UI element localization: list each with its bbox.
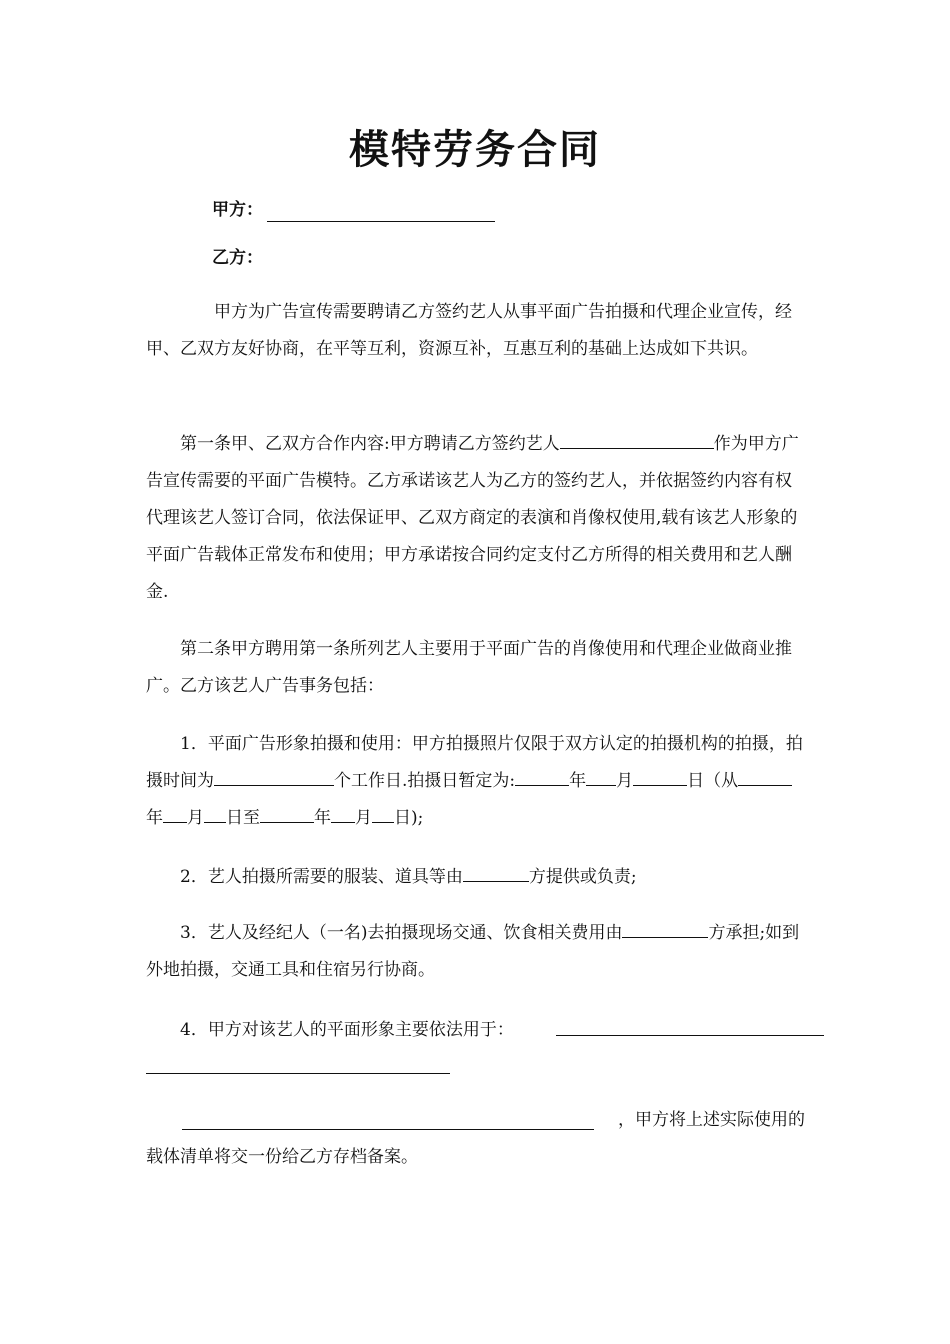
article-1-pre: 第一条甲、乙双方合作内容:甲方聘请乙方签约艺人 — [180, 434, 560, 454]
party-a-row — [212, 198, 495, 222]
from-day-blank — [204, 802, 226, 823]
item-1 — [146, 726, 806, 837]
day-from-label: 日（从 — [687, 771, 739, 791]
item-1-b: 个工作日.拍摄日暂定为: — [334, 771, 516, 791]
item-4-a: 4．甲方对该艺人的平面形象主要依法用于： — [180, 1020, 514, 1040]
shoot-year-blank — [515, 765, 569, 786]
article-2 — [146, 631, 806, 705]
shoot-day-blank — [633, 765, 687, 786]
to-month-label: 月 — [355, 808, 372, 828]
item-2-b: 方提供或负责; — [528, 867, 637, 887]
party-a-label: 甲方： — [212, 200, 263, 220]
from-month-label: 月 — [187, 808, 204, 828]
year-label: 年 — [569, 771, 587, 791]
item-4 — [146, 1012, 846, 1049]
final-text: ，甲方将上述实际使用的载体清单将交一份给乙方存档备案。 — [146, 1110, 805, 1167]
from-year-blank — [738, 765, 792, 786]
shoot-month-blank — [586, 765, 616, 786]
contract-title: 模特劳务合同 — [349, 127, 601, 173]
from-month-blank — [163, 802, 187, 823]
usage-blank-2 — [146, 1073, 450, 1074]
party-b-row — [212, 246, 263, 270]
party-b-label: 乙方： — [212, 248, 263, 268]
item-2-a: 2．艺人拍摄所需要的服装、道具等由 — [180, 867, 463, 887]
to-month-blank — [331, 802, 355, 823]
artist-name-blank — [560, 428, 714, 449]
month-label: 月 — [616, 771, 634, 791]
expense-party-blank — [622, 917, 708, 938]
from-year-label: 年 — [146, 808, 163, 828]
costume-party-blank — [463, 861, 529, 882]
usage-blank-1 — [556, 1035, 824, 1036]
intro-paragraph — [146, 294, 806, 368]
article-1-post: 作为甲方广告宣传需要的平面广告模特。乙方承诺该艺人为乙方的签约艺人，并依据签约内容有权代理该艺人签订合同，依法保证甲、乙双方商定的表演和肖像权使用,载有该艺人形象的平面广告载体正常发布和使用；甲方承诺按合同约定支付乙方所得的相关费用和艺人酬金. — [146, 434, 799, 602]
item-3-a: 3．艺人及经纪人（一名)去拍摄现场交通、饮食相关费用由 — [180, 923, 623, 943]
to-day-blank — [372, 802, 394, 823]
final-paragraph — [146, 1102, 806, 1176]
item-2 — [146, 859, 806, 896]
to-year-label: 年 — [314, 808, 331, 828]
item-1-a: 1．平面广告形象拍摄和使用：甲方拍摄照片仅限于双方认定的拍摄机构的拍摄，拍摄时间为 — [146, 734, 803, 791]
day-to-label: 日至 — [226, 808, 260, 828]
to-year-blank — [260, 802, 314, 823]
party-a-blank — [267, 203, 495, 222]
end-label: 日); — [394, 808, 424, 828]
item-3 — [146, 915, 806, 989]
shoot-days-blank — [214, 765, 334, 786]
intro-text: 甲方为广告宣传需要聘请乙方签约艺人从事平面广告拍摄和代理企业宣传，经甲、乙双方友好协商，在平等互利，资源互补，互惠互利的基础上达成如下共识。 — [146, 302, 792, 359]
article-1 — [146, 426, 806, 611]
item-3-b: 方承担;如到外地拍摄，交通工具和住宿另行协商。 — [146, 923, 800, 980]
article-2-text: 第二条甲方聘用第一条所列艺人主要用于平面广告的肖像使用和代理企业做商业推广。乙方该艺人广告事务包括： — [146, 639, 792, 696]
